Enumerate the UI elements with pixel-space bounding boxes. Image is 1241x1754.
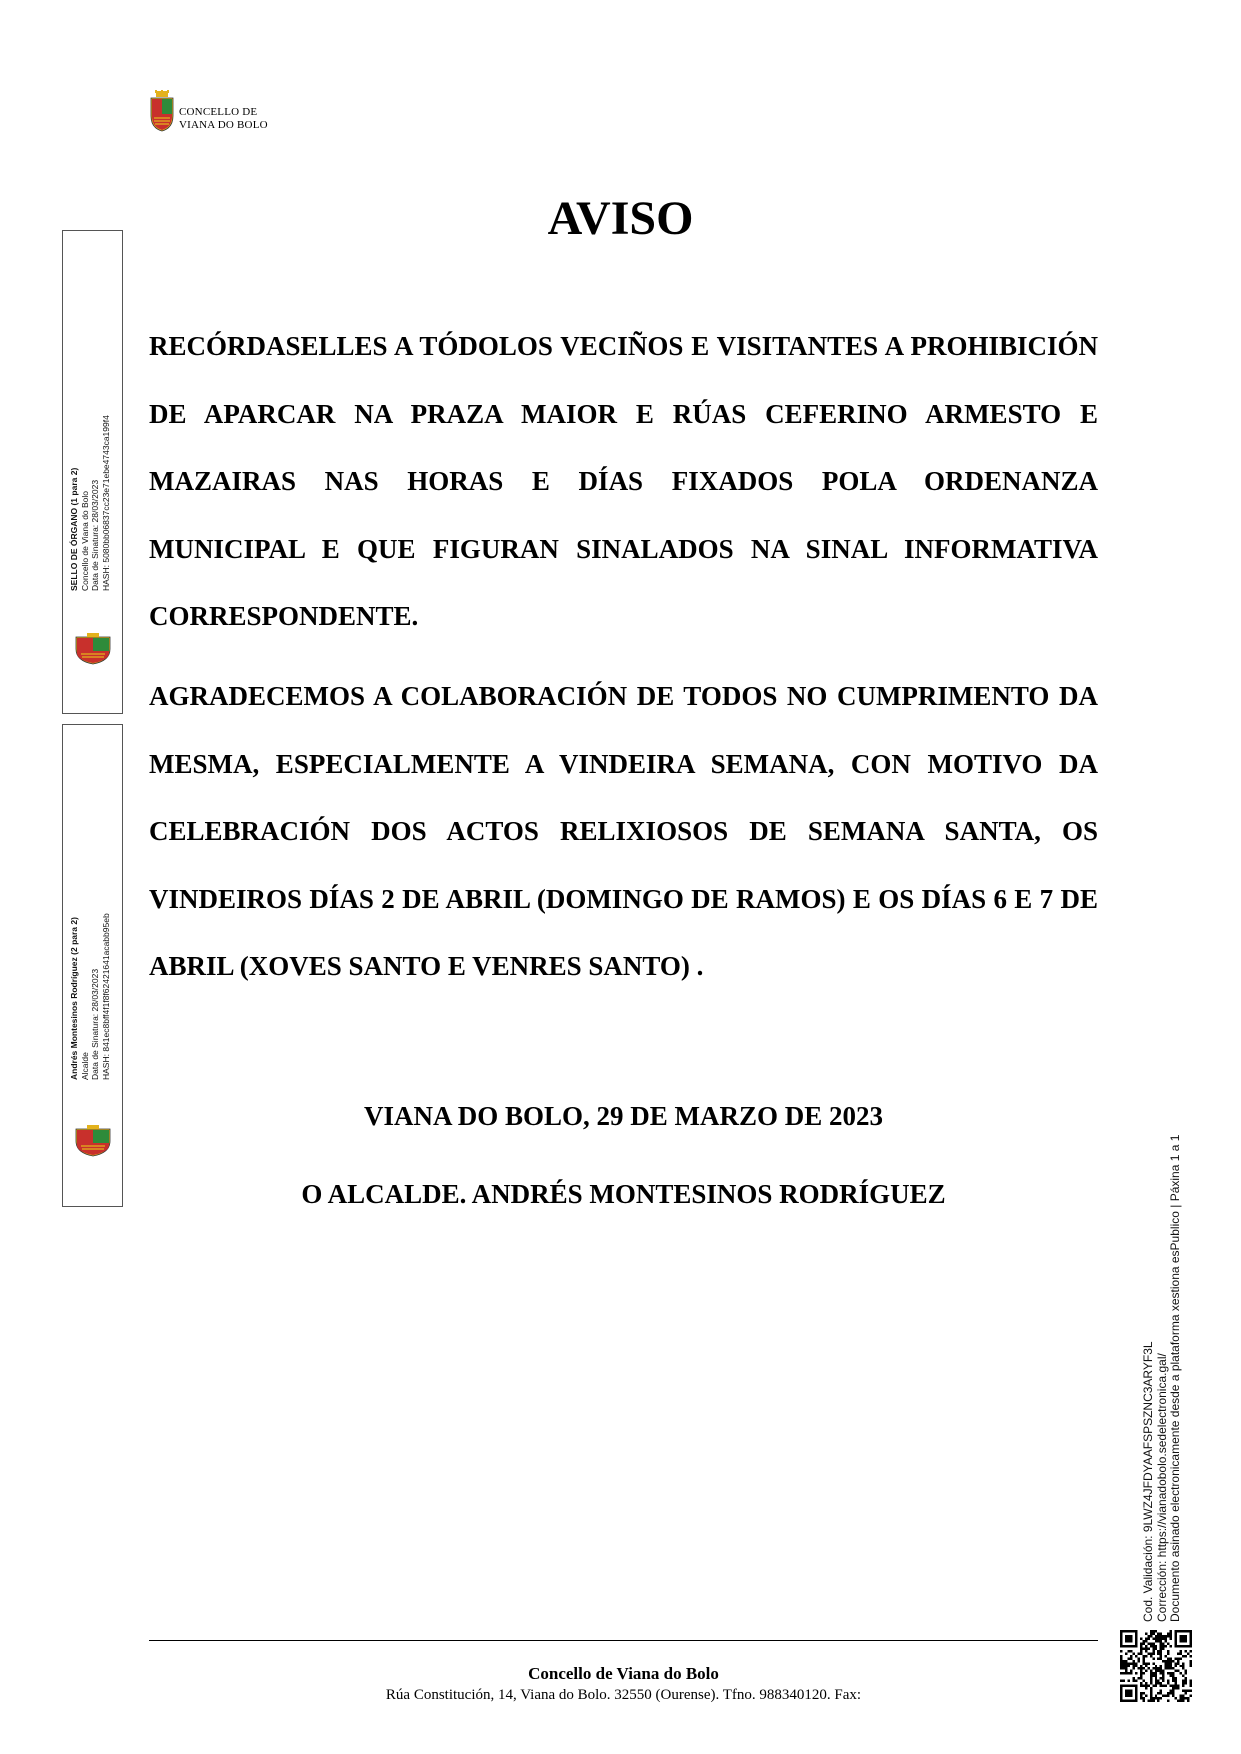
qr-code-icon	[1120, 1630, 1192, 1702]
coat-of-arms-icon	[73, 633, 113, 665]
signature-date: Data de Sinatura: 28/03/2023	[90, 968, 100, 1080]
signature-box-seal	[62, 230, 123, 714]
signature-title: Andrés Montesinos Rodríguez (2 para 2)	[69, 917, 79, 1080]
signature-title: SELLO DE ÓRGANO (1 para 2)	[69, 467, 79, 591]
signature-hash: HASH: 841ec8bff4f1f8f62421641acabb95eb	[100, 913, 111, 1080]
logo-line-1: CONCELLO DE	[179, 106, 258, 118]
logo-text	[179, 106, 268, 132]
footer-divider	[149, 1640, 1098, 1641]
validation-code: Cod. Validación: 9LWZ4JFDYAAFSPSZNC3ARYF3L	[1141, 1341, 1155, 1622]
mayor-signature-line: O ALCALDE. ANDRÉS MONTESINOS RODRÍGUEZ	[301, 1179, 946, 1209]
signature-text-seal	[69, 415, 111, 591]
notice-paragraph-1: RECÓRDASELLES A TÓDOLOS VECIÑOS E VISITANTES A PROHIBICIÓN DE APARCAR NA PRAZA MAIOR E RÚAS CEFERINO ARMESTO E MAZAIRAS NAS HORAS E DÍAS FIXADOS POLA ORDENANZA MUNICIPAL E QUE FIGURAN SINALADOS NA SINAL INFORMATIVA CORRESPONDENTE.	[149, 331, 1098, 631]
signature-line: Concello de Viana do Bolo	[79, 490, 90, 591]
validation-text	[1142, 1135, 1183, 1622]
coat-of-arms-icon	[73, 1125, 113, 1157]
footer-organization: Concello de Viana do Bolo	[528, 1664, 719, 1683]
coat-of-arms-icon	[149, 90, 175, 132]
signature-date: Data de Sinatura: 28/03/2023	[90, 479, 100, 591]
page-title: AVISO	[547, 192, 694, 245]
validation-note: Documento asinado electronicamente desde a plataforma xestiona esPublico | Páxina 1 a 1	[1168, 1134, 1182, 1622]
signature-line: Alcalde	[79, 1052, 90, 1080]
header-logo	[149, 90, 289, 136]
signature-text-mayor	[69, 913, 111, 1080]
footer-address: Rúa Constitución, 14, Viana do Bolo. 32550 (Ourense). Tfno. 988340120. Fax:	[385, 1687, 862, 1703]
validation-url: Corrección: https://vianadobolo.sedelectronica.gal/	[1154, 1353, 1169, 1622]
logo-line-2: VIANA DO BOLO	[179, 119, 268, 131]
signature-hash: HASH: 5080bb06837cc23e71ebe4743ca199f4	[100, 415, 111, 591]
signature-box-mayor	[62, 724, 123, 1207]
date-line: VIANA DO BOLO, 29 DE MARZO DE 2023	[363, 1101, 884, 1131]
notice-paragraph-2: AGRADECEMOS A COLABORACIÓN DE TODOS NO CUMPRIMENTO DA MESMA, ESPECIALMENTE A VINDEIRA SEMANA, CON MOTIVO DA CELEBRACIÓN DOS ACTOS RELIXIOSOS DE SEMANA SANTA, OS VINDEIROS DÍAS 2 DE ABRIL (DOMINGO DE RAMOS) E OS DÍAS 6 E 7 DE ABRIL (XOVES SANTO E VENRES SANTO) .	[149, 681, 1098, 981]
